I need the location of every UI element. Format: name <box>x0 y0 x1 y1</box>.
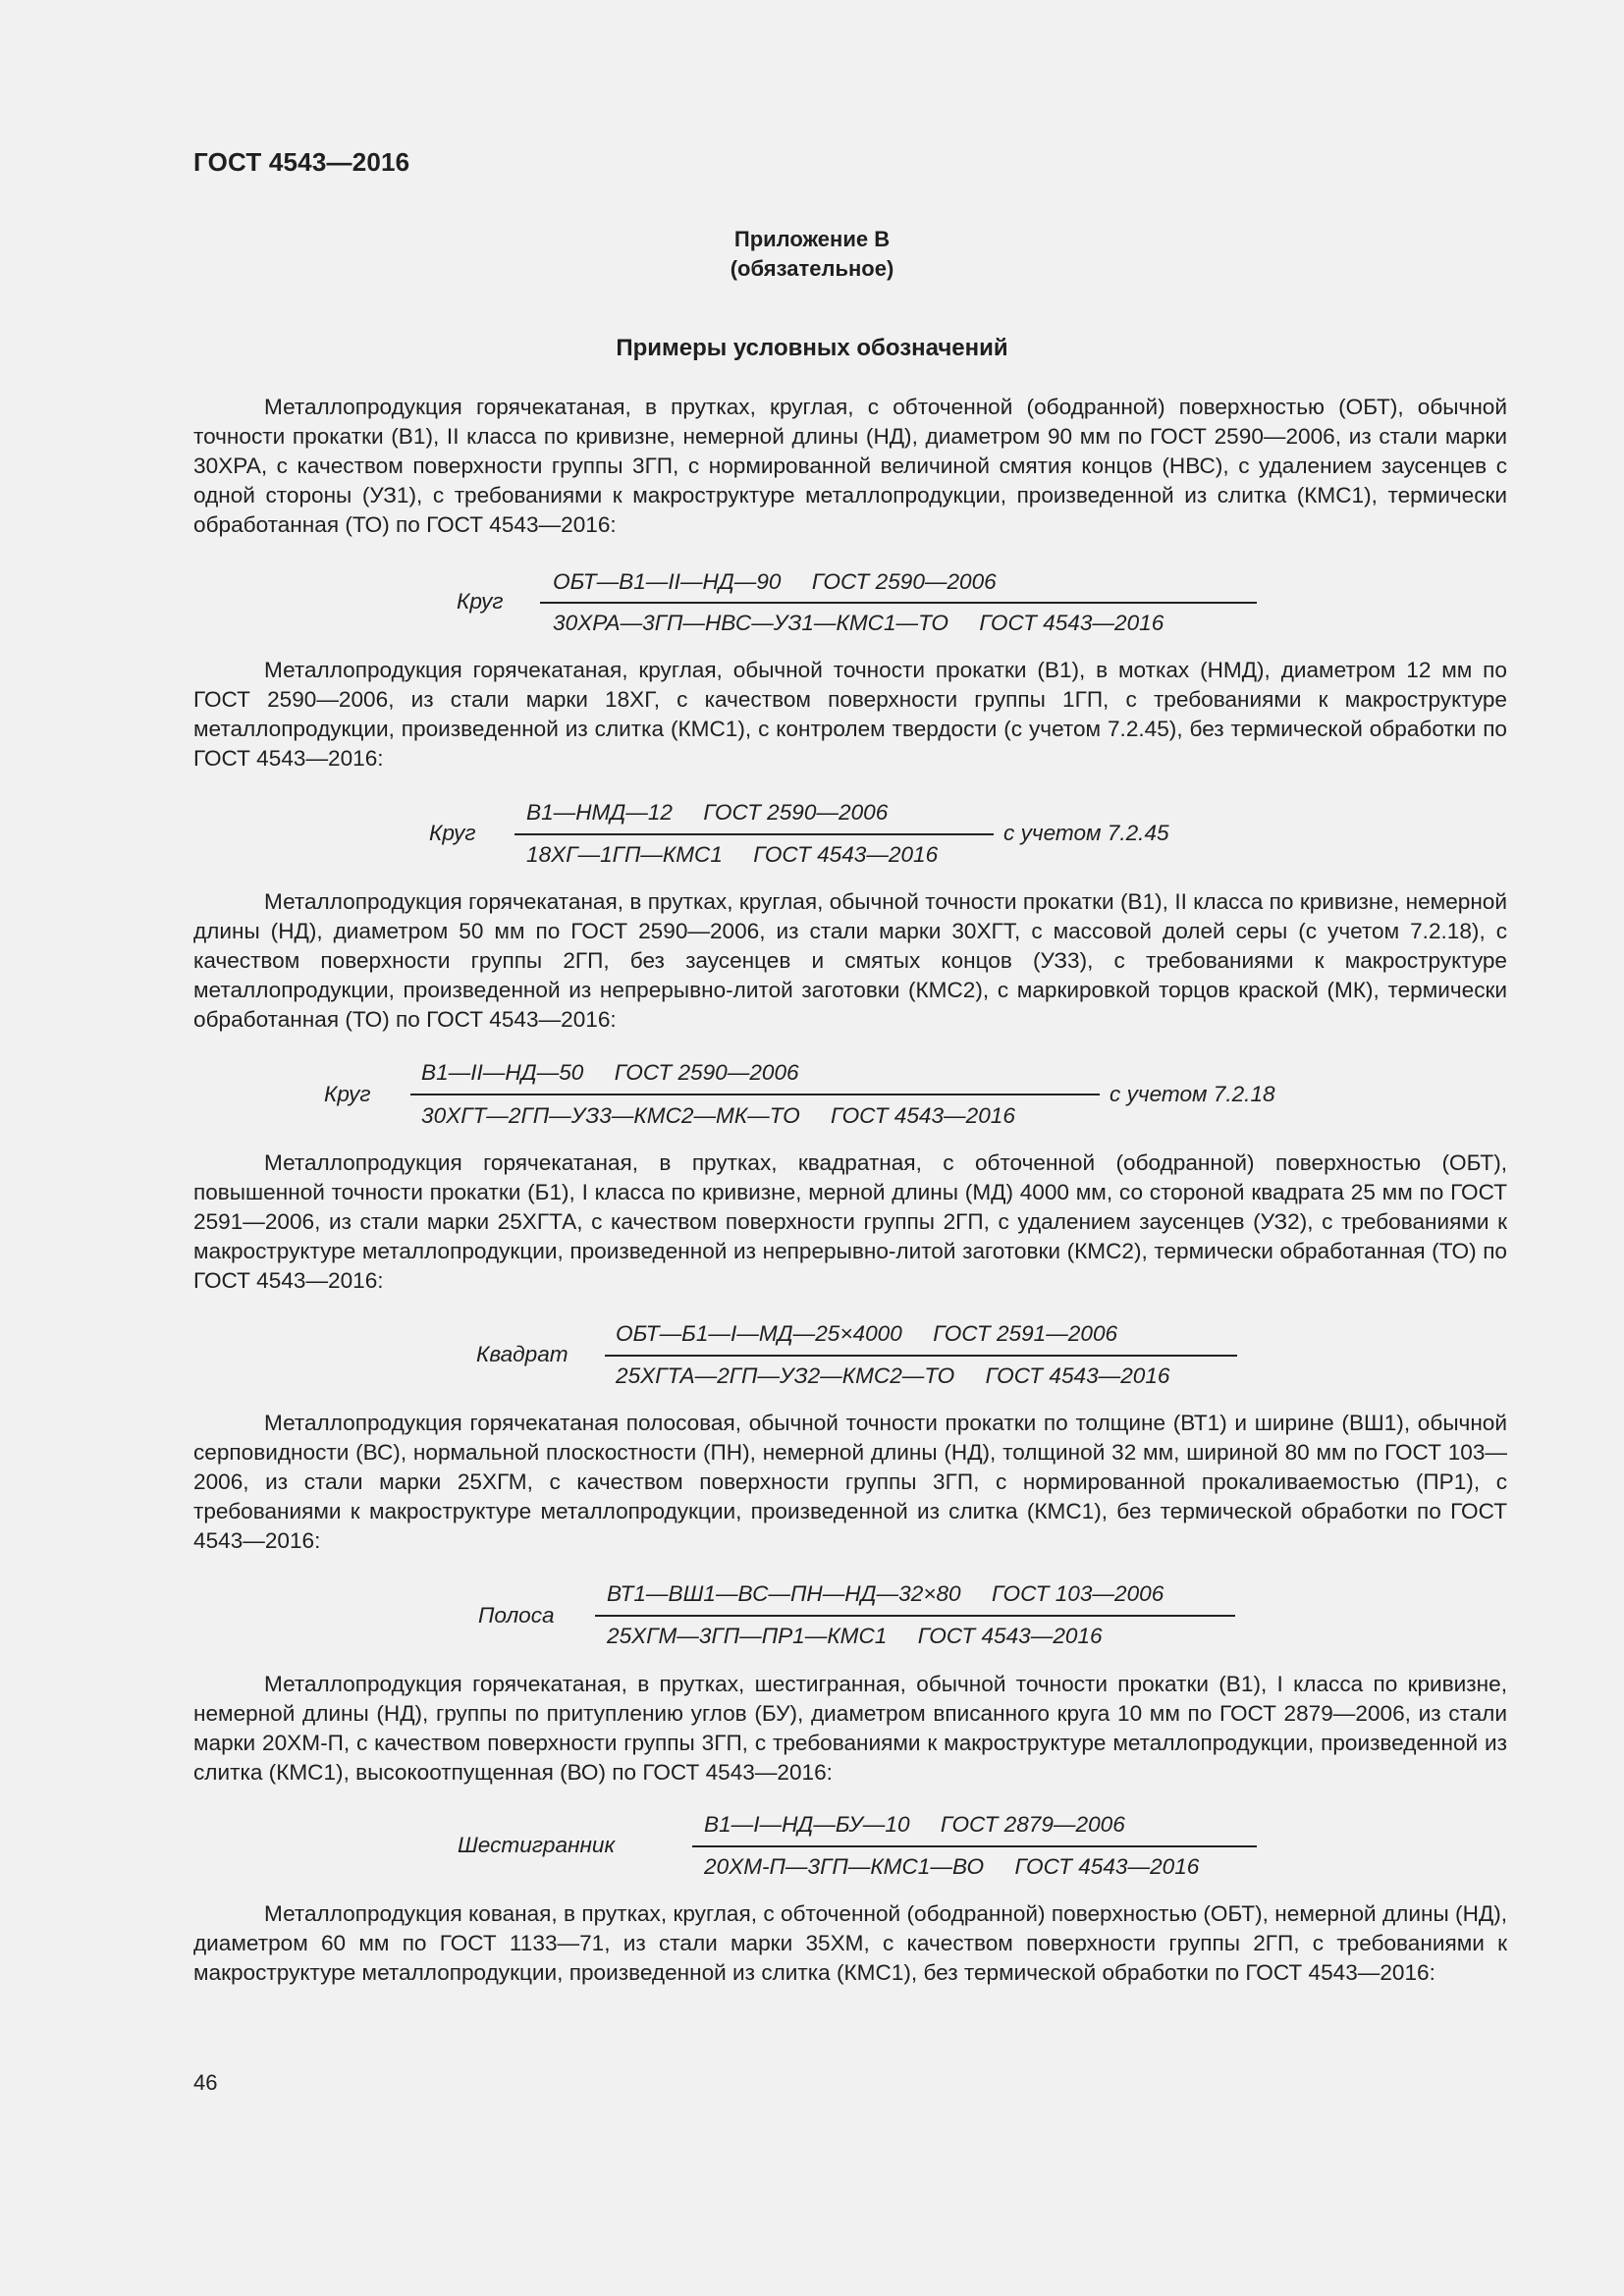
formula-numerator: ОБТ—Б1—I—МД—25×4000 ГОСТ 2591—2006 <box>616 1321 1118 1346</box>
paragraph: Металлопродукция горячекатаная полосовая, обычной точности прокатки по толщине (ВТ1) и ширине (ВШ1), обычной серповидности (ВС), нормальной плоскостности (ПН), немерной длины (НД), толщиной 32 мм, шириной 80 мм по ГОСТ 103—2006, из стали марки 25ХГМ, с качеством поверхности группы 3ГП, с нормированной прокаливаемостью (ПР1), с требованиями к макроструктуре металлопродукции, произведенной из слитка (КМС1), без термической обработки по ГОСТ 4543—2016: <box>193 1411 1507 1553</box>
appendix-title: Приложение В <box>733 227 891 251</box>
formula-numerator: В1—НМД—12 ГОСТ 2590—2006 <box>526 800 889 825</box>
formula-label: Круг <box>429 821 476 845</box>
paragraph: Металлопродукция горячекатаная, круглая, обычной точности прокатки (В1), в мотках (НМД), диаметром 12 мм по ГОСТ 2590—2006, из стали марки 18ХГ, с качеством поверхности группы 1ГП, с требованиями к макроструктуре металлопродукции, произведенной из слитка (КМС1), с контролем твердости (с учетом 7.2.45), без термической обработки по ГОСТ 4543—2016: <box>193 658 1507 771</box>
formula-numerator: ВТ1—ВШ1—ВС—ПН—НД—32×80 ГОСТ 103—2006 <box>607 1581 1164 1606</box>
fraction-line <box>605 1355 1237 1357</box>
appendix-heading <box>0 225 1624 284</box>
paragraph: Металлопродукция горячекатаная, в прутках, круглая, с обточенной (ободранной) поверхностью (ОБТ), обычной точности прокатки (В1), II класса по кривизне, немерной длины (НД), диаметром 90 мм по ГОСТ 2590—2006, из стали марки 30ХРА, с качеством поверхности группы 3ГП, с нормированной величиной смятия концов (НВС), с удалением заусенцев с одной стороны (УЗ1), с требованиями к макроструктуре металлопродукции, произведенной из слитка (КМС1), термически обработанная (ТО) по ГОСТ 4543—2016: <box>193 395 1507 537</box>
formula-label: Круг <box>324 1082 371 1106</box>
formula-label: Шестигранник <box>458 1833 616 1857</box>
fraction-line <box>514 833 994 835</box>
fraction-line <box>692 1845 1257 1847</box>
fraction-line <box>410 1094 1100 1095</box>
paragraph: Металлопродукция горячекатаная, в прутках, шестигранная, обычной точности прокатки (В1), I класса по кривизне, немерной длины (НД), группы по притуплению углов (БУ), диаметром вписанного круга 10 мм по ГОСТ 2879—2006, из стали марки 20ХМ-П, с качеством поверхности группы 3ГП, с требованиями к макроструктуре металлопродукции, произведенной из слитка (КМС1), высокоотпущенная (ВО) по ГОСТ 4543—2016: <box>193 1672 1507 1785</box>
formula-label: Круг <box>457 589 504 614</box>
paragraph: Металлопродукция горячекатаная, в прутках, квадратная, с обточенной (ободранной) поверхностью (ОБТ), повышенной точности прокатки (Б1), I класса по кривизне, мерной длины (МД) 4000 мм, со стороной квадрата 25 мм по ГОСТ 2591—2006, из стали марки 25ХГТА, с качеством поверхности группы 2ГП, с удалением заусенцев (УЗ2), с требованиями к макроструктуре металлопродукции, произведенной из непрерывно-литой заготовки (КМС2), термически обработанная (ТО) по ГОСТ 4543—2016: <box>193 1150 1507 1293</box>
formula-numerator: В1—II—НД—50 ГОСТ 2590—2006 <box>421 1060 799 1085</box>
page-number: 46 <box>193 2070 218 2095</box>
formula-note: с учетом 7.2.45 <box>1003 821 1169 845</box>
fraction-line <box>540 602 1257 604</box>
appendix-status: (обязательное) <box>730 256 894 281</box>
document-code: ГОСТ 4543—2016 <box>193 147 410 177</box>
formula-denominator: 20ХМ-П—3ГП—КМС1—ВО ГОСТ 4543—2016 <box>704 1854 1200 1879</box>
fraction-line <box>595 1615 1235 1617</box>
formula-numerator: В1—I—НД—БУ—10 ГОСТ 2879—2006 <box>704 1812 1125 1837</box>
paragraph: Металлопродукция горячекатаная, в прутках, круглая, обычной точности прокатки (В1), II класса по кривизне, немерной длины (НД), диаметром 50 мм по ГОСТ 2590—2006, из стали марки 30ХГТ, с массовой долей серы (с учетом 7.2.18), с качеством поверхности группы 2ГП, без заусенцев и смятых концов (УЗ3), с требованиями к макроструктуре металлопродукции, произведенной из непрерывно-литой заготовки (КМС2), с маркировкой торцов краской (МК), термически обработанная (ТО) по ГОСТ 4543—2016: <box>193 889 1507 1032</box>
section-title: Примеры условных обозначений <box>616 335 1008 361</box>
formula-denominator: 30ХРА—3ГП—НВС—УЗ1—КМС1—ТО ГОСТ 4543—2016 <box>553 611 1164 635</box>
formula-denominator: 25ХГТА—2ГП—УЗ2—КМС2—ТО ГОСТ 4543—2016 <box>616 1363 1170 1388</box>
formula-denominator: 25ХГМ—3ГП—ПР1—КМС1 ГОСТ 4543—2016 <box>607 1624 1103 1648</box>
formula-numerator: ОБТ—В1—II—НД—90 ГОСТ 2590—2006 <box>553 569 997 594</box>
paragraph: Металлопродукция кованая, в прутках, круглая, с обточенной (ободранной) поверхностью (ОБТ), немерной длины (НД), диаметром 60 мм по ГОСТ 1133—71, из стали марки 35ХМ, с качеством поверхности группы 2ГП, с требованиями к макроструктуре металлопродукции, произведенной из слитка (КМС1), без термической обработки по ГОСТ 4543—2016: <box>193 1901 1507 1985</box>
formula-note: с учетом 7.2.18 <box>1110 1082 1275 1106</box>
formula-label: Квадрат <box>476 1342 568 1366</box>
formula-denominator: 30ХГТ—2ГП—УЗ3—КМС2—МК—ТО ГОСТ 4543—2016 <box>421 1103 1015 1128</box>
formula-label: Полоса <box>478 1603 555 1628</box>
formula-denominator: 18ХГ—1ГП—КМС1 ГОСТ 4543—2016 <box>526 842 939 867</box>
